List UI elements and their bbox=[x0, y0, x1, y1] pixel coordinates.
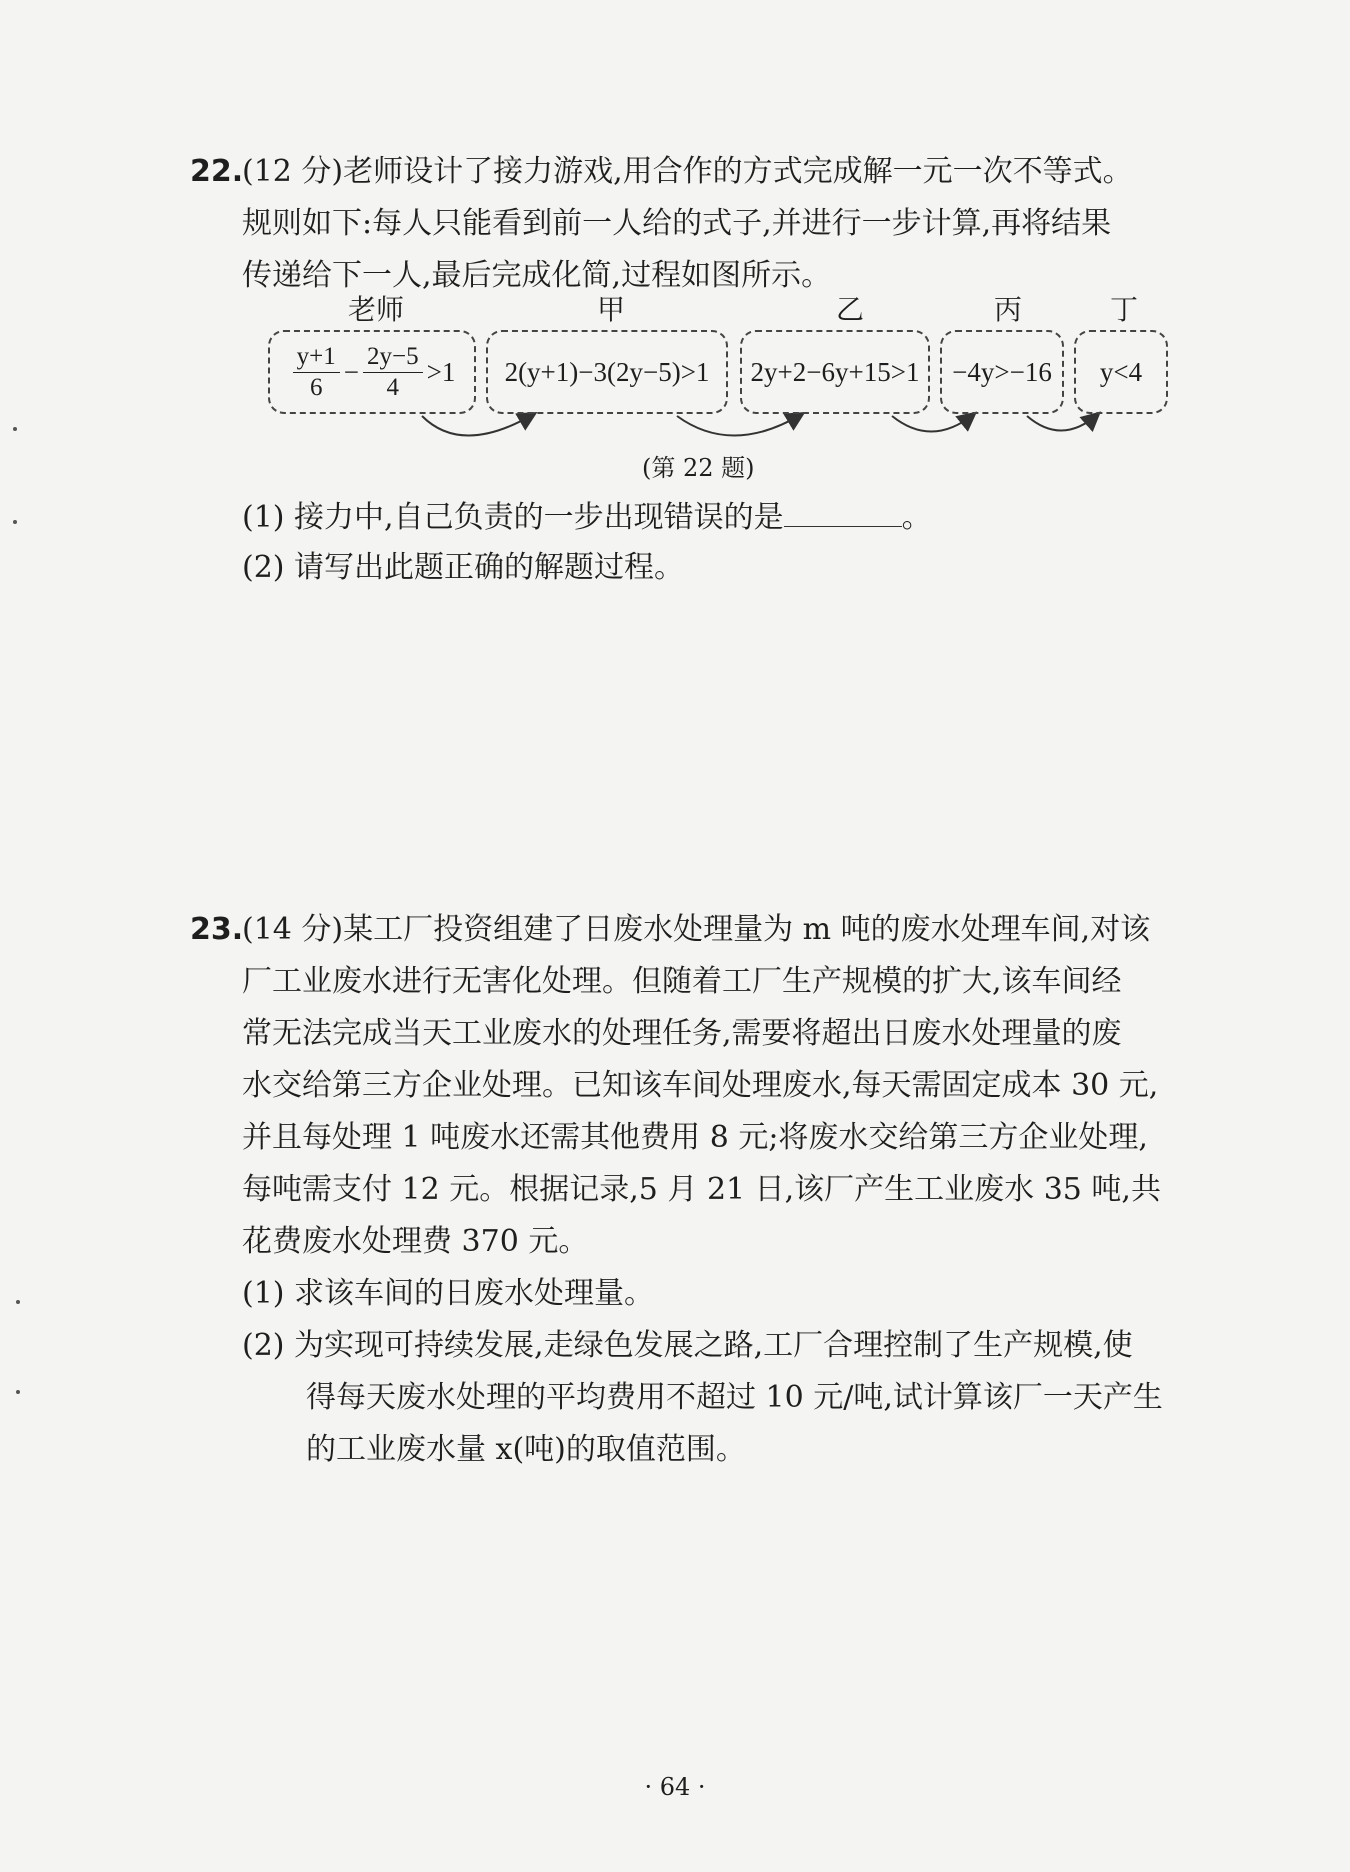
inequality-tail: >1 bbox=[426, 356, 456, 387]
label-jia: 甲 bbox=[597, 293, 626, 326]
denominator: 4 bbox=[386, 373, 400, 401]
scan-mark bbox=[13, 520, 17, 524]
question-text-line: 水交给第三方企业处理。已知该车间处理废水,每天需固定成本 30 元, bbox=[242, 1068, 1159, 1103]
subquestion-2: (2) 为实现可持续发展,走绿色发展之路,工厂合理控制了生产规模,使 bbox=[242, 1328, 1133, 1363]
jia-expression-box: 2(y+1)−3(2y−5)>1 bbox=[486, 330, 728, 414]
minus-sign: − bbox=[343, 356, 359, 387]
question-number: 22. bbox=[190, 154, 244, 189]
relay-diagram bbox=[262, 288, 1172, 482]
label-ding: 丁 bbox=[1110, 293, 1139, 326]
question-text-line: 常无法完成当天工业废水的处理任务,需要将超出日废水处理量的废 bbox=[242, 1016, 1122, 1051]
question-text-line: 并且每处理 1 吨废水还需其他费用 8 元;将废水交给第三方企业处理, bbox=[242, 1120, 1148, 1155]
question-text-line: 传递给下一人,最后完成化简,过程如图所示。 bbox=[242, 258, 832, 293]
question-text-line: 花费废水处理费 370 元。 bbox=[242, 1224, 589, 1259]
scan-mark bbox=[16, 1300, 20, 1304]
fraction bbox=[293, 342, 340, 403]
yi-expression-box: 2y+2−6y+15>1 bbox=[740, 330, 930, 414]
subquestion-text: (1) 接力中,自己负责的一步出现错误的是 bbox=[242, 500, 784, 535]
page-number: · 64 · bbox=[644, 1773, 706, 1801]
arrow bbox=[892, 414, 974, 432]
question-text-line: 每吨需支付 12 元。根据记录,5 月 21 日,该厂产生工业废水 35 吨,共 bbox=[242, 1172, 1161, 1207]
arrow bbox=[677, 414, 802, 436]
figure-caption: (第 22 题) bbox=[642, 454, 755, 482]
label-teacher: 老师 bbox=[348, 293, 405, 326]
question-text-line: (14 分)某工厂投资组建了日废水处理量为 m 吨的废水处理车间,对该 bbox=[242, 912, 1151, 947]
arrow bbox=[1027, 414, 1098, 431]
bing-expression-box: −4y>−16 bbox=[940, 330, 1064, 414]
fraction bbox=[363, 342, 423, 403]
subquestion-1 bbox=[242, 494, 932, 542]
question-text-line: 规则如下:每人只能看到前一人给的式子,并进行一步计算,再将结果 bbox=[242, 206, 1112, 241]
question-number: 23. bbox=[190, 912, 244, 947]
label-bing: 丙 bbox=[994, 293, 1023, 326]
subquestion-2: (2) 请写出此题正确的解题过程。 bbox=[242, 550, 685, 585]
label-yi: 乙 bbox=[836, 293, 865, 326]
denominator: 6 bbox=[309, 373, 323, 401]
numerator: 2y−5 bbox=[363, 342, 423, 373]
question-text-line: (12 分)老师设计了接力游戏,用合作的方式完成解一元一次不等式。 bbox=[242, 154, 1133, 189]
subquestion-2-continued: 的工业废水量 x(吨)的取值范围。 bbox=[306, 1432, 746, 1467]
ding-expression-box: y<4 bbox=[1074, 330, 1168, 414]
subquestion-2-continued: 得每天废水处理的平均费用不超过 10 元/吨,试计算该厂一天产生 bbox=[306, 1380, 1163, 1415]
scan-mark bbox=[16, 1390, 20, 1394]
teacher-expression-box bbox=[268, 330, 476, 414]
answer-blank[interactable] bbox=[784, 496, 902, 527]
numerator: y+1 bbox=[293, 342, 340, 373]
arrow bbox=[422, 414, 534, 436]
scan-mark bbox=[13, 427, 17, 431]
subquestion-1: (1) 求该车间的日废水处理量。 bbox=[242, 1276, 655, 1311]
question-text-line: 厂工业废水进行无害化处理。但随着工厂生产规模的扩大,该车间经 bbox=[242, 964, 1122, 999]
sentence-end: 。 bbox=[901, 500, 932, 535]
